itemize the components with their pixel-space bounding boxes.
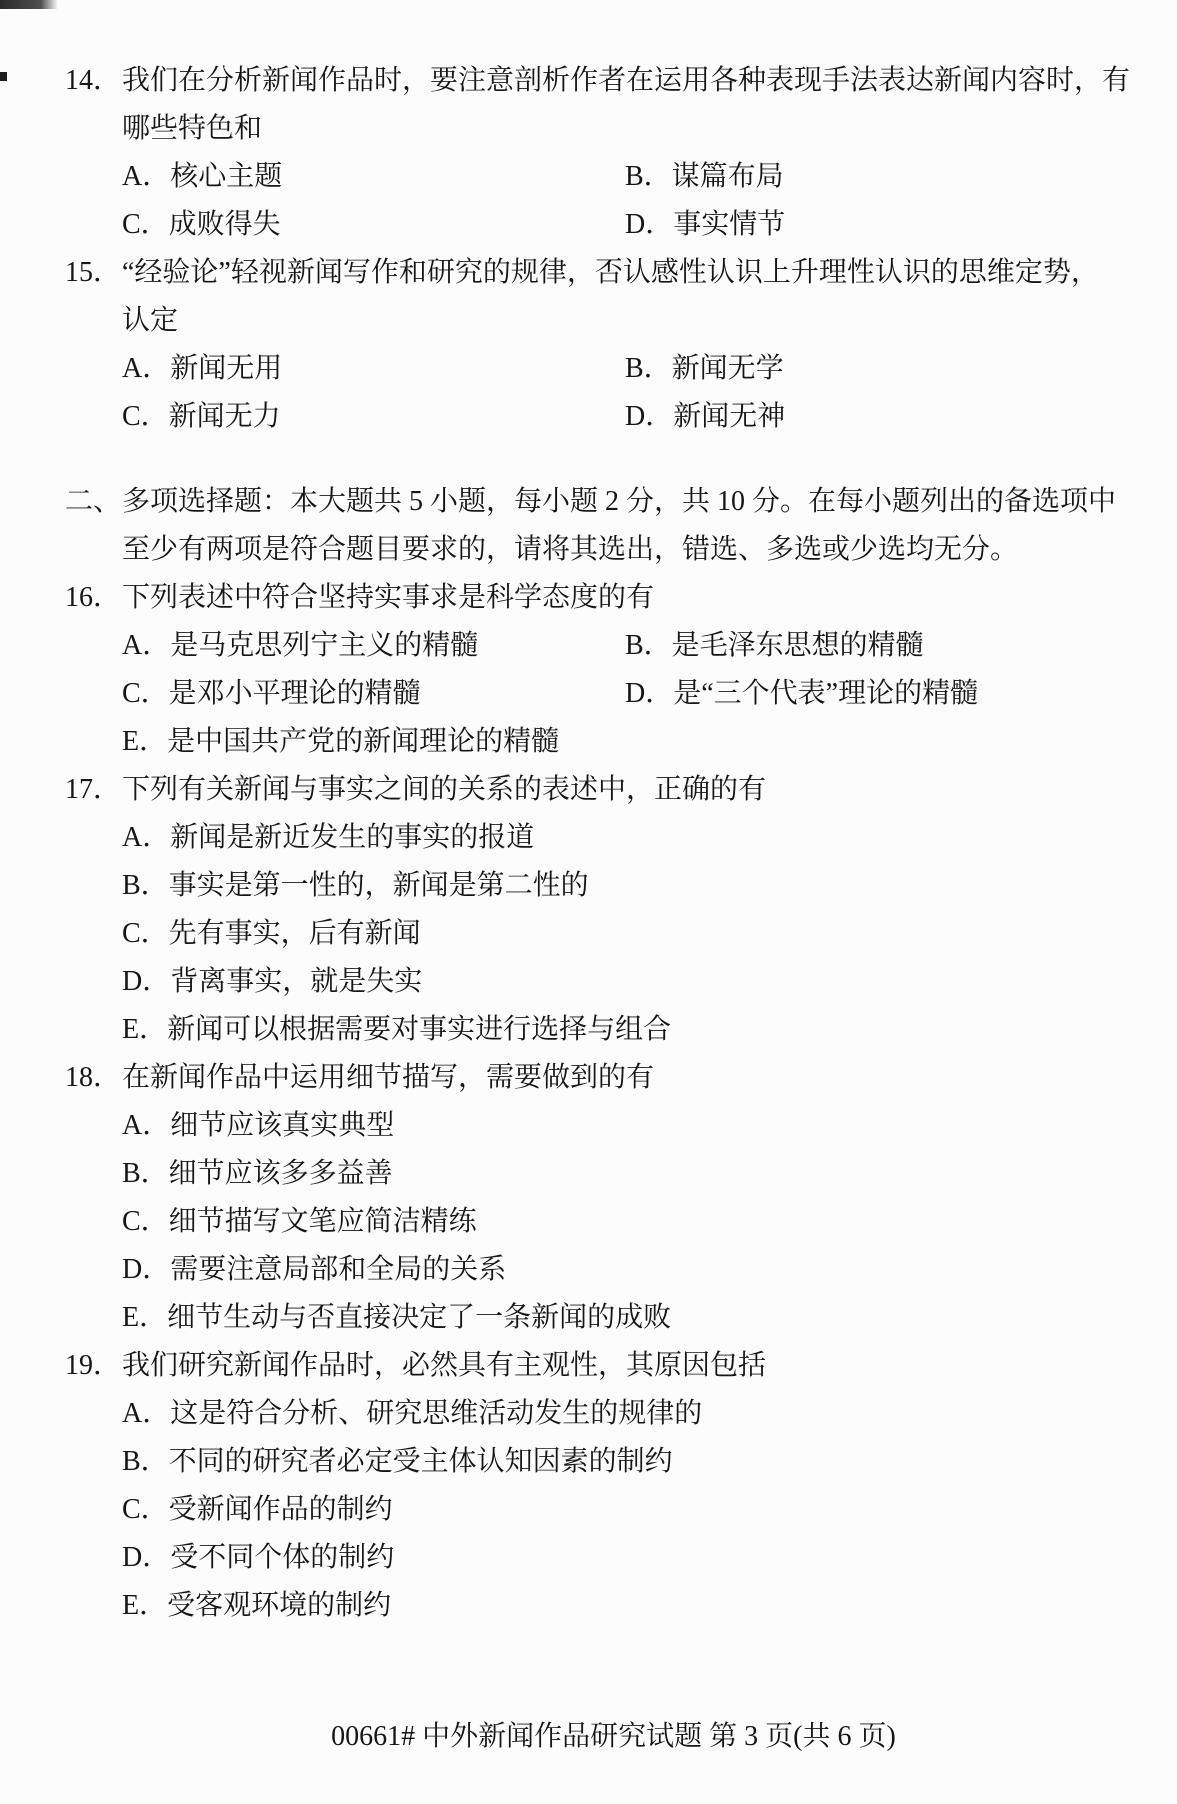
- question-18-option-row-b: [0, 1150, 1177, 1198]
- question-15-options-row-1: [0, 345, 1177, 393]
- question-15-option-c: C．新闻无力: [122, 401, 281, 432]
- section-2-label: 二、: [65, 486, 122, 517]
- question-14-option-d: D．事实情节: [625, 209, 786, 240]
- question-15-option-b: B．新闻无学: [625, 353, 784, 384]
- question-17-option-c: C．先有事实，后有新闻: [122, 918, 421, 949]
- question-18-option-row-c: [0, 1198, 1177, 1246]
- exam-body: [0, 57, 1177, 1630]
- question-16-options-row-2: [0, 670, 1177, 718]
- question-19-number: 19．: [65, 1350, 122, 1381]
- question-18-option-row-e: [0, 1294, 1177, 1342]
- question-17-option-d: D．背离事实，就是失实: [122, 966, 423, 997]
- question-15-option-a: A．新闻无用: [122, 353, 283, 384]
- question-18-option-c: C．细节描写文笔应简洁精练: [122, 1206, 477, 1237]
- question-19-option-row-e: [0, 1582, 1177, 1630]
- question-14-stem-line-2: [0, 105, 1177, 153]
- question-19-option-row-a: [0, 1390, 1177, 1438]
- question-19-option-row-c: [0, 1486, 1177, 1534]
- question-18-stem-text: 在新闻作品中运用细节描写，需要做到的有: [122, 1062, 655, 1093]
- question-19-option-c: C．受新闻作品的制约: [122, 1494, 393, 1525]
- question-15-stem-line-1: [0, 249, 1177, 297]
- question-16-option-d: D．是“三个代表”理论的精髓: [625, 678, 979, 709]
- question-18-option-b: B．细节应该多多益善: [122, 1158, 393, 1189]
- question-16-options-row-3: [0, 718, 1177, 766]
- question-14-stem-text-cont: 哪些特色和: [122, 113, 263, 144]
- question-17-option-row-a: [0, 814, 1177, 862]
- question-15-number: 15．: [65, 257, 122, 288]
- question-18-option-row-d: [0, 1246, 1177, 1294]
- question-19-option-e: E．受客观环境的制约: [122, 1590, 392, 1621]
- question-15-stem-text: “经验论”轻视新闻写作和研究的规律，否认感性认识上升理性认识的思维定势，: [122, 257, 1099, 288]
- question-14-options-row-2: [0, 201, 1177, 249]
- question-18-option-e: E．细节生动与否直接决定了一条新闻的成败: [122, 1302, 672, 1333]
- question-14-number: 14．: [65, 65, 122, 96]
- question-16-stem-text: 下列表述中符合坚持实事求是科学态度的有: [122, 582, 655, 613]
- question-14-stem-line-1: [0, 57, 1177, 105]
- question-16-option-e: E．是中国共产党的新闻理论的精髓: [122, 726, 560, 757]
- question-19-option-b: B．不同的研究者必定受主体认知因素的制约: [122, 1446, 673, 1477]
- question-15-stem-text-cont: 认定: [122, 305, 179, 336]
- question-17-option-row-e: [0, 1006, 1177, 1054]
- question-17-option-b: B．事实是第一性的，新闻是第二性的: [122, 870, 589, 901]
- question-17-stem-line-1: [0, 766, 1177, 814]
- question-17-option-e: E．新闻可以根据需要对事实进行选择与组合: [122, 1014, 672, 1045]
- section-2-header-line-2: [0, 526, 1177, 574]
- question-18-number: 18．: [65, 1062, 122, 1093]
- question-18-option-row-a: [0, 1102, 1177, 1150]
- question-19-option-row-b: [0, 1438, 1177, 1486]
- question-16-stem-line-1: [0, 574, 1177, 622]
- question-15-stem-line-2: [0, 297, 1177, 345]
- question-17-option-row-d: [0, 958, 1177, 1006]
- question-16-option-b: B．是毛泽东思想的精髓: [625, 630, 924, 661]
- scan-smudge-artifact: [0, 0, 58, 9]
- question-19-stem-line-1: [0, 1342, 1177, 1390]
- question-19-option-row-d: [0, 1534, 1177, 1582]
- question-16-options-row-1: [0, 622, 1177, 670]
- section-2-instructions-2: 至少有两项是符合题目要求的，请将其选出，错选、多选或少选均无分。: [122, 534, 1019, 565]
- question-16-number: 16．: [65, 582, 122, 613]
- question-14-options-row-1: [0, 153, 1177, 201]
- question-18-option-a: A．细节应该真实典型: [122, 1110, 395, 1141]
- question-17-option-a: A．新闻是新近发生的事实的报道: [122, 822, 535, 853]
- question-15-options-row-2: [0, 393, 1177, 441]
- question-17-stem-text: 下列有关新闻与事实之间的关系的表述中，正确的有: [122, 774, 767, 805]
- question-17-number: 17．: [65, 774, 122, 805]
- question-19-stem-text: 我们研究新闻作品时，必然具有主观性，其原因包括: [122, 1350, 767, 1381]
- question-16-option-a: A．是马克思列宁主义的精髓: [122, 630, 479, 661]
- question-17-option-row-c: [0, 910, 1177, 958]
- question-14-option-a: A．核心主题: [122, 161, 283, 192]
- question-18-option-d: D．需要注意局部和全局的关系: [122, 1254, 507, 1285]
- question-14-stem-text: 我们在分析新闻作品时，要注意剖析作者在运用各种表现手法表达新闻内容时，有: [122, 65, 1131, 96]
- page-footer: 00661# 中外新闻作品研究试题 第 3 页(共 6 页): [331, 1721, 896, 1752]
- question-15-option-d: D．新闻无神: [625, 401, 786, 432]
- section-2-instructions-1: 多项选择题：本大题共 5 小题，每小题 2 分，共 10 分。在每小题列出的备选项中: [122, 486, 1117, 517]
- question-19-option-a: A．这是符合分析、研究思维活动发生的规律的: [122, 1398, 703, 1429]
- question-19-option-d: D．受不同个体的制约: [122, 1542, 395, 1573]
- question-18-stem-line-1: [0, 1054, 1177, 1102]
- question-14-option-b: B．谋篇布局: [625, 161, 784, 192]
- question-17-option-row-b: [0, 862, 1177, 910]
- question-14-option-c: C．成败得失: [122, 209, 281, 240]
- question-16-option-c: C．是邓小平理论的精髓: [122, 678, 421, 709]
- section-2-header-line-1: [0, 478, 1177, 526]
